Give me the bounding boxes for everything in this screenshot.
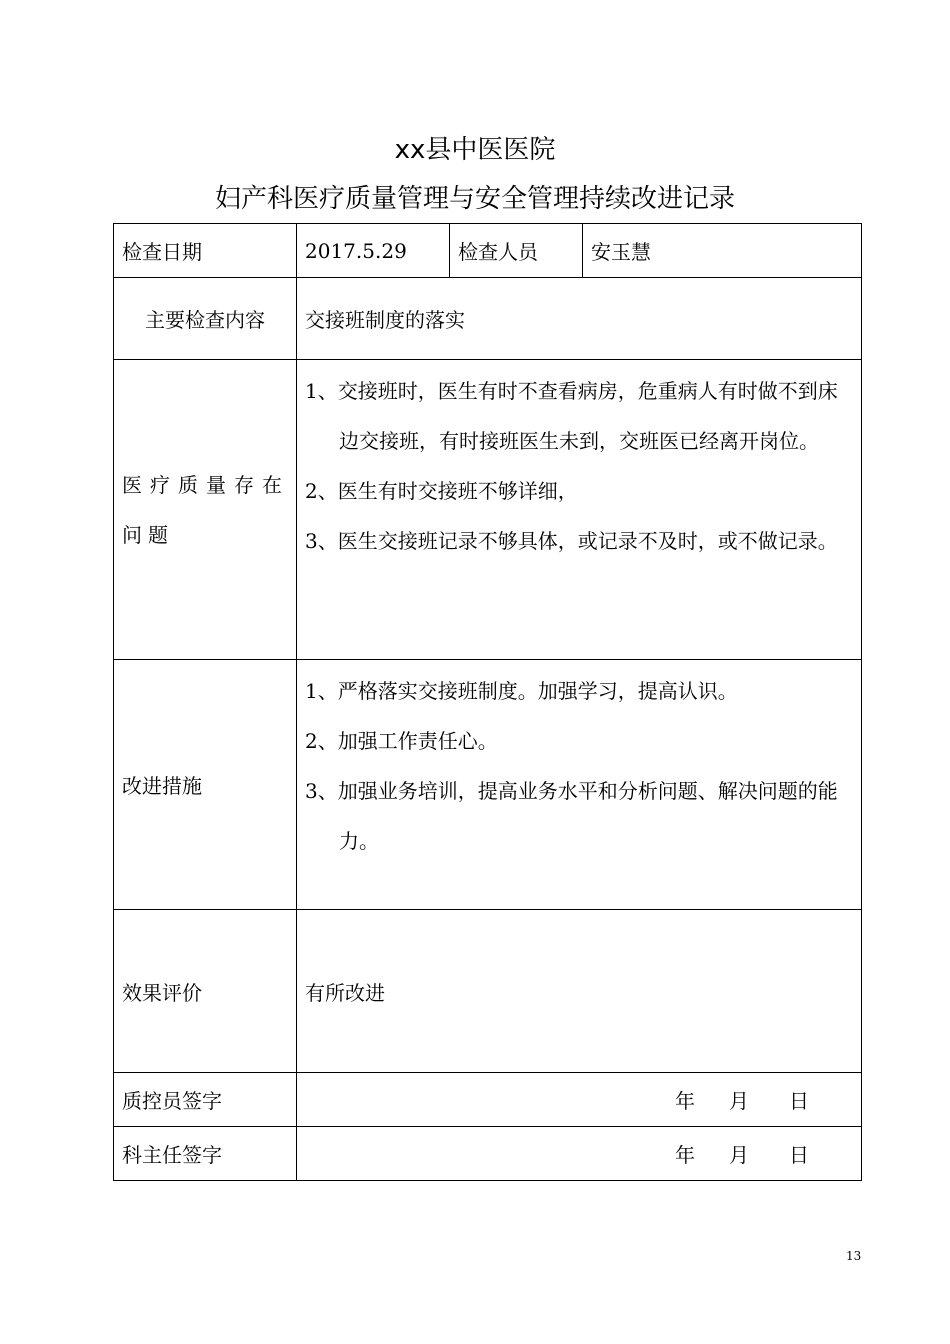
improvement-record-table [113, 223, 862, 1181]
inspector-label: 检查人员 [450, 224, 583, 278]
date-label: 检查日期 [114, 224, 297, 278]
qc-sign-date[interactable] [297, 1073, 862, 1127]
month-label: 月 [729, 1143, 749, 1167]
row-measures [114, 660, 862, 910]
row-inspection-info [114, 224, 862, 278]
row-main-content [114, 278, 862, 360]
problems-label: 医疗质量存在问题 [114, 360, 297, 660]
year-label: 年 [675, 1089, 695, 1113]
measure-item: 3、加强业务培训，提高业务水平和分析问题、解决问题的能力。 [305, 779, 838, 853]
director-sign-label: 科主任签字 [114, 1127, 297, 1181]
content-label: 主要检查内容 [114, 278, 297, 360]
row-effect [114, 910, 862, 1073]
date-value: 2017.5.29 [297, 224, 450, 278]
day-label: 日 [789, 1143, 809, 1167]
row-director-signature [114, 1127, 862, 1181]
form-title: 妇产科医疗质量管理与安全管理持续改进记录 [214, 184, 735, 214]
month-label: 月 [729, 1089, 749, 1113]
row-problems [114, 360, 862, 660]
problem-item: 1、交接班时，医生有时不查看病房，危重病人有时做不到床边交接班，有时接班医生未到，交班医已经离开岗位。 [305, 379, 838, 453]
problems-list [305, 360, 853, 572]
measure-item: 2、加强工作责任心。 [305, 729, 498, 753]
day-label: 日 [789, 1089, 809, 1113]
problem-item: 2、医生有时交接班不够详细， [305, 479, 578, 503]
effect-value: 有所改进 [297, 910, 862, 1073]
measures-label: 改进措施 [114, 660, 297, 910]
inspector-value: 安玉慧 [583, 224, 862, 278]
row-qc-signature [114, 1073, 862, 1127]
problem-item: 3、医生交接班记录不够具体，或记录不及时，或不做记录。 [305, 529, 838, 553]
content-value: 交接班制度的落实 [297, 278, 862, 360]
qc-sign-label: 质控员签字 [114, 1073, 297, 1127]
effect-label: 效果评价 [114, 910, 297, 1073]
director-sign-date[interactable] [297, 1127, 862, 1181]
hospital-name: xx县中医医院 [394, 135, 556, 165]
year-label: 年 [675, 1143, 695, 1167]
page-number: 13 [846, 1249, 862, 1263]
measures-list [305, 660, 853, 872]
measure-item: 1、严格落实交接班制度。加强学习，提高认识。 [305, 679, 738, 703]
